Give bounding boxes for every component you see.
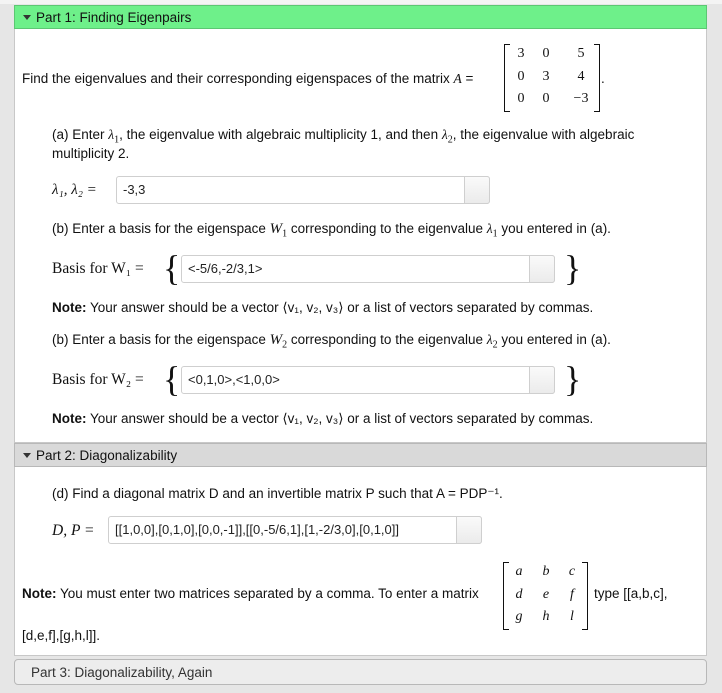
answer-d-value: [[1,0,0],[0,1,0],[0,0,-1]],[[0,-5/6,1],[1,-2/3,0],[0,1,0]] <box>115 522 400 537</box>
note1 <box>52 300 593 316</box>
lambda1-sub: 1 <box>114 134 120 146</box>
answer-a-input[interactable] <box>116 176 490 204</box>
question-b1-text: you entered in (a). <box>497 221 611 236</box>
part1-header-label: Part 1: Finding Eigenpairs <box>36 9 192 25</box>
part2-header[interactable] <box>14 443 707 467</box>
note3-line2: [d,e,f],[g,h,l]]. <box>22 628 101 643</box>
lambda1: λ <box>486 221 493 236</box>
answer-d-input[interactable] <box>108 516 482 544</box>
matrix-a <box>504 44 600 110</box>
top-strip <box>0 0 722 4</box>
note1-label: Note: <box>52 300 87 315</box>
question-b2-text: (b) Enter a basis for the eigenspace <box>52 332 270 347</box>
example-matrix-cell: e <box>542 587 550 602</box>
lambda2-sub: 2 <box>447 134 453 146</box>
example-matrix-cell: a <box>515 564 523 579</box>
part1-prompt-text: Find the eigenvalues and their corresponding eigenspaces of the matrix <box>22 71 450 86</box>
example-matrix <box>503 562 588 628</box>
note3 <box>22 586 479 601</box>
basis1-left-brace: { <box>163 248 181 288</box>
w2-symbol: W <box>269 332 283 348</box>
question-a-line2: multiplicity 2. <box>52 146 130 161</box>
matrix-name: A <box>453 71 462 86</box>
question-a <box>52 127 634 146</box>
note2 <box>52 411 593 427</box>
lambda2: λ <box>441 127 448 142</box>
answer-d-preview-button[interactable] <box>456 516 482 544</box>
question-a-text: , the eigenvalue with algebraic multiplicity 1, and then <box>119 127 442 142</box>
basis1-value: <-5/6,-2/3,1> <box>188 261 263 276</box>
matrix-a-cell: 0 <box>517 91 525 106</box>
matrix-a-cell: 3 <box>542 69 550 84</box>
matrix-a-cell: 0 <box>542 46 550 61</box>
question-a-text: , the eigenvalue with algebraic <box>452 127 635 142</box>
basis2-input[interactable] <box>181 366 555 394</box>
answer-a-value: -3,3 <box>123 182 146 197</box>
question-d: (d) Find a diagonal matrix D and an invertible matrix P such that A = PDP⁻¹. <box>52 486 503 501</box>
answer-a-label: λ₁, λ₂ = <box>52 182 97 198</box>
example-matrix-cell: l <box>570 609 574 624</box>
basis1-input[interactable] <box>181 255 555 283</box>
lambda2: λ <box>486 332 493 347</box>
basis1-preview-button[interactable] <box>529 255 555 283</box>
basis1-label: Basis for W₁ = <box>52 260 144 277</box>
lambda1-sub: 1 <box>492 228 498 240</box>
question-b2-text: you entered in (a). <box>497 332 611 347</box>
part2-panel <box>14 443 707 656</box>
question-b2-text: corresponding to the eigenvalue <box>287 332 487 347</box>
part1-prompt: Find the eigenvalues and their corresponding eigenspaces of the matrix A = <box>22 71 474 86</box>
example-matrix-cell: b <box>542 564 550 579</box>
note2-label: Note: <box>52 411 87 426</box>
answer-a-preview-button[interactable] <box>464 176 490 204</box>
collapse-triangle-icon <box>23 15 31 20</box>
part3-header[interactable] <box>14 659 707 685</box>
question-b1 <box>52 221 611 240</box>
w1-symbol: W <box>269 221 283 237</box>
lambda2-sub: 2 <box>492 339 498 351</box>
part3-header-label: Part 3: Diagonalizability, Again <box>31 664 213 680</box>
note3-text: You must enter two matrices separated by a comma. To enter a matrix <box>56 586 479 601</box>
matrix-a-period: . <box>601 71 605 86</box>
matrix-a-cell: 5 <box>577 46 585 61</box>
note3-after: type [[a,b,c], <box>594 586 668 601</box>
basis2-value: <0,1,0>,<1,0,0> <box>188 372 280 387</box>
w2-sub: 2 <box>282 339 288 351</box>
note1-text: Your answer should be a vector ⟨v₁, v₂, v₃⟩ or a list of vectors separated by commas. <box>86 300 594 315</box>
part1-header[interactable] <box>14 5 707 29</box>
basis2-label: Basis for W₂ = <box>52 371 144 388</box>
basis1-right-brace: } <box>564 248 582 288</box>
lambda1: λ <box>108 127 115 142</box>
question-a-text: (a) Enter <box>52 127 109 142</box>
w1-sub: 1 <box>282 228 288 240</box>
question-b2 <box>52 332 611 351</box>
example-matrix-cell: g <box>515 609 523 624</box>
matrix-a-cell: 0 <box>517 69 525 84</box>
answer-d-label: D, P = <box>52 522 95 539</box>
matrix-a-cell: 3 <box>517 46 525 61</box>
note2-text: Your answer should be a vector ⟨v₁, v₂, v₃⟩ or a list of vectors separated by commas. <box>86 411 594 426</box>
matrix-a-cell: 4 <box>577 69 585 84</box>
matrix-a-cell: −3 <box>573 91 589 106</box>
basis2-preview-button[interactable] <box>529 366 555 394</box>
question-b1-text: (b) Enter a basis for the eigenspace <box>52 221 270 236</box>
basis2-left-brace: { <box>163 359 181 399</box>
matrix-a-cell: 0 <box>542 91 550 106</box>
example-matrix-cell: d <box>515 587 523 602</box>
part2-header-label: Part 2: Diagonalizability <box>36 447 178 463</box>
collapse-triangle-icon <box>23 453 31 458</box>
question-b1-text: corresponding to the eigenvalue <box>287 221 487 236</box>
example-matrix-cell: f <box>570 587 574 602</box>
example-matrix-cell: h <box>542 609 550 624</box>
example-matrix-cell: c <box>568 564 576 579</box>
note3-label: Note: <box>22 586 57 601</box>
basis2-right-brace: } <box>564 359 582 399</box>
